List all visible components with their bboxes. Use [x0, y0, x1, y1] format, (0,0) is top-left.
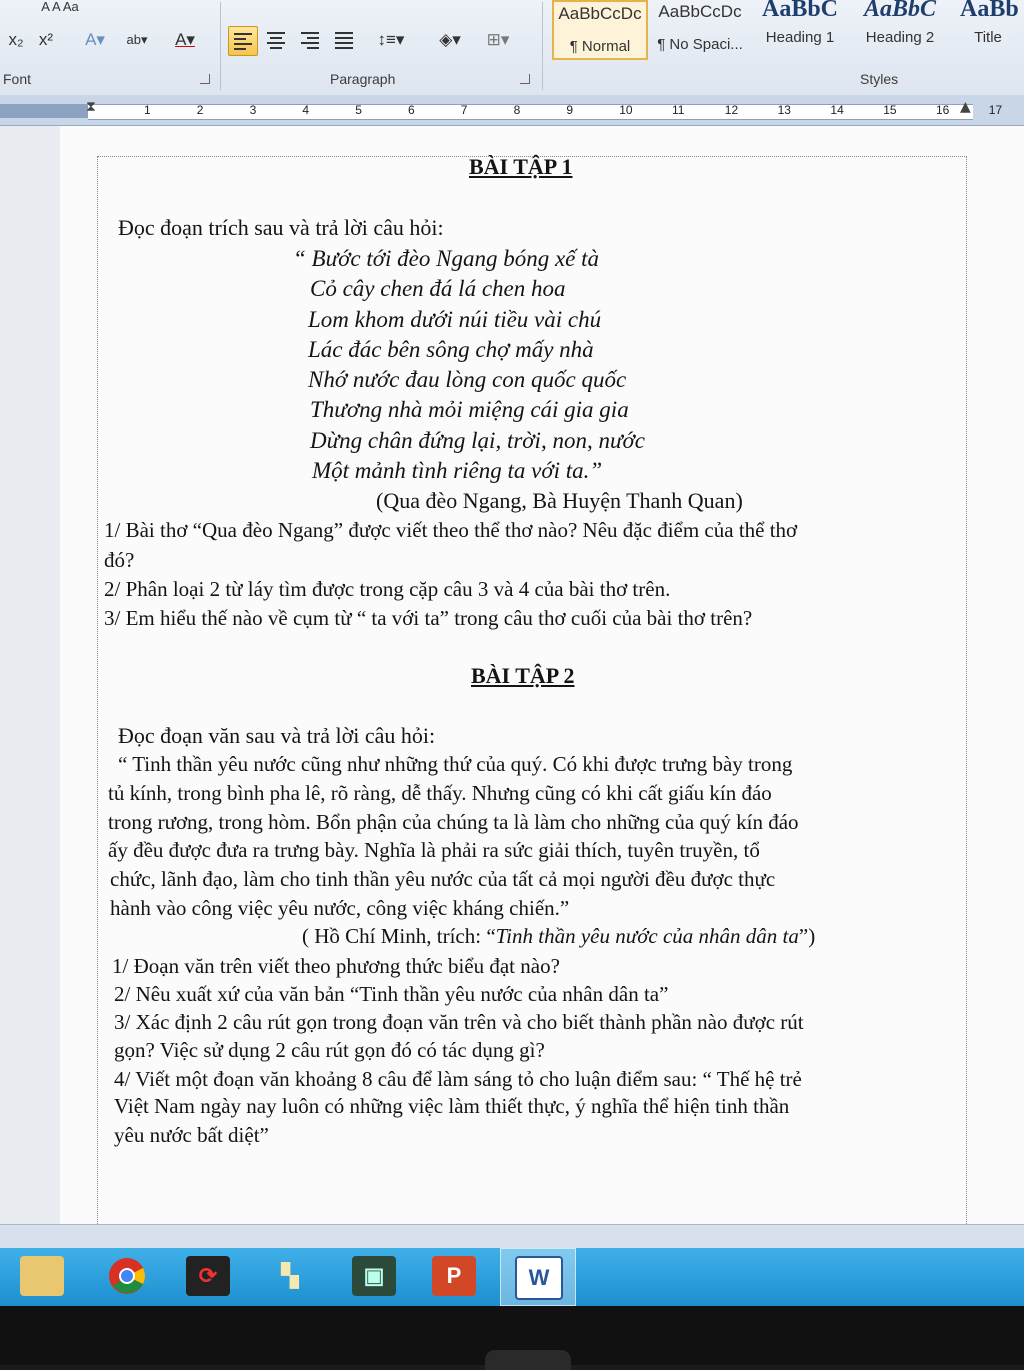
monitor-bezel — [0, 1306, 1024, 1365]
poem-line: Lác đác bên sông chợ mấy nhà — [308, 337, 594, 362]
ruler-number: 4 — [302, 103, 310, 117]
paragraph-group-label: Paragraph — [330, 71, 396, 87]
ruler-number: 6 — [408, 103, 415, 117]
indent-marker-icon[interactable]: ⧗ — [86, 99, 96, 115]
line-spacing-button[interactable]: ↕≡▾ — [377, 30, 405, 49]
media-app-icon[interactable]: ▣ — [352, 1256, 396, 1296]
font-group-label: Font — [3, 71, 32, 87]
taskbar — [0, 1248, 1024, 1306]
ruler-margin — [0, 104, 88, 118]
monitor-logo — [485, 1350, 571, 1370]
borders-button[interactable]: ⊞▾ — [486, 30, 510, 49]
chrome-logo-icon — [107, 1256, 147, 1296]
font-size-buttons[interactable]: A A Aa — [41, 0, 79, 14]
style-sample: AaBbCcDc — [658, 2, 742, 21]
source-suffix: ”) — [798, 924, 816, 948]
passage-source — [302, 924, 815, 949]
right-indent-marker-icon[interactable]: ▲ — [960, 99, 971, 115]
ruler-number: 11 — [672, 103, 685, 117]
poem-line: Dừng chân đứng lại, trời, non, nước — [310, 428, 645, 453]
question-line: 2/ Nêu xuất xứ của văn bản “Tinh thần yêu nước của nhân dân ta” — [114, 982, 669, 1006]
highlight-icon[interactable]: ab▾ — [126, 32, 148, 47]
exercise-2-heading: BÀI TẬP 2 — [471, 663, 575, 688]
style-sample: AaBbC — [863, 0, 937, 22]
align-right-button[interactable] — [296, 26, 324, 54]
style-sample: AaBbCcDc — [558, 4, 642, 23]
paragraph-dialog-launcher[interactable] — [520, 74, 530, 84]
exercise-2-intro: Đọc đoạn văn sau và trả lời câu hỏi: — [118, 723, 436, 748]
ruler-number: 3 — [249, 103, 257, 117]
justify-icon — [335, 32, 353, 49]
ruler-number: 2 — [196, 103, 204, 117]
align-left-button[interactable] — [228, 26, 258, 56]
ruler-number: 8 — [513, 103, 521, 117]
align-center-icon — [267, 32, 285, 49]
poem-line: Lom khom dưới núi tiều vài chú — [308, 307, 602, 332]
divider — [220, 2, 221, 90]
ruler-number: 17 — [988, 103, 1003, 117]
passage-line: trong rương, trong hòm. Bổn phận của chúng ta là làm cho những của quý kín đáo — [108, 810, 799, 834]
question-line: yêu nước bất diệt” — [114, 1123, 269, 1147]
style-name: Heading 1 — [765, 29, 835, 46]
ruler-number: 9 — [566, 103, 574, 117]
question-line: gọn? Việc sử dụng 2 câu rút gọn đó có tác dụng gì? — [114, 1038, 545, 1062]
source-title: Tinh thần yêu nước của nhân dân ta — [495, 924, 799, 948]
ruler-number: 5 — [355, 103, 362, 117]
question-line: 2/ Phân loại 2 từ láy tìm được trong cặp câu 3 và 4 của bài thơ trên. — [104, 577, 671, 601]
style-no-spacing[interactable] — [652, 0, 748, 60]
word-icon[interactable]: W — [515, 1256, 563, 1300]
style-name: Title — [974, 29, 1002, 46]
ruler-number: 14 — [830, 103, 844, 117]
exercise-1-heading: BÀI TẬP 1 — [469, 154, 573, 179]
passage-line: ấy đều được đưa ra trưng bày. Nghĩa là phải ra sức giải thích, tuyên truyền, tổ — [108, 838, 760, 862]
powerpoint-icon[interactable]: P — [432, 1256, 476, 1296]
subscript-button[interactable]: x₂ — [8, 30, 24, 49]
file-explorer-icon[interactable] — [20, 1256, 64, 1296]
garena-icon[interactable]: ⟳ — [186, 1256, 230, 1296]
justify-button[interactable] — [330, 26, 358, 54]
style-name: ¶ Normal — [569, 38, 631, 55]
ruler-number: 7 — [460, 103, 468, 117]
poem-source: (Qua đèo Ngang, Bà Huyện Thanh Quan) — [376, 488, 743, 513]
align-center-button[interactable] — [262, 26, 290, 54]
align-right-icon — [301, 32, 319, 49]
question-line: 3/ Em hiểu thế nào về cụm từ “ ta với ta” trong câu thơ cuối của bài thơ trên? — [104, 606, 753, 630]
exercise-1-intro: Đọc đoạn trích sau và trả lời câu hỏi: — [118, 215, 444, 240]
ribbon — [0, 0, 1024, 96]
align-left-icon — [234, 33, 252, 50]
style-sample: AaBb — [960, 0, 1019, 22]
ruler-number: 13 — [777, 103, 791, 117]
styles-group-label: Styles — [860, 71, 899, 87]
ruler-number: 12 — [724, 103, 739, 117]
passage-line: tủ kính, trong bình pha lê, rõ ràng, dễ thấy. Nhưng cũng có khi cất giấu kín đáo — [108, 781, 772, 805]
style-sample: AaBbC — [761, 0, 839, 22]
ruler-number: 1 — [144, 103, 151, 117]
question-line: 1/ Đoạn văn trên viết theo phương thức biểu đạt nào? — [112, 954, 560, 978]
poem-line: Một mảnh tình riêng ta với ta.” — [312, 458, 603, 483]
passage-line: “ Tinh thần yêu nước cũng như những thứ của quý. Có khi được trưng bày trong — [118, 752, 793, 776]
text-effects-icon[interactable]: A▾ — [85, 30, 105, 49]
poem-line: Cỏ cây chen đá lá chen hoa — [310, 276, 566, 301]
style-name: ¶ No Spaci... — [657, 36, 743, 53]
document-area — [0, 126, 1024, 1224]
ruler-number: 16 — [936, 103, 950, 117]
divider — [542, 2, 543, 90]
style-heading-1[interactable] — [752, 0, 848, 60]
chrome-icon[interactable] — [105, 1256, 149, 1296]
style-name: Heading 2 — [865, 29, 935, 46]
source-prefix: ( Hồ Chí Minh, trích: “ — [302, 924, 496, 948]
status-bar — [0, 1224, 1024, 1249]
style-heading-2[interactable] — [852, 0, 948, 60]
font-dialog-launcher[interactable] — [200, 74, 210, 84]
poem-line: “ Bước tới đèo Ngang bóng xế tà — [293, 246, 600, 271]
poem-line: Thương nhà mỏi miệng cái gia gia — [310, 397, 629, 422]
app-tiles-icon[interactable]: ▚ — [281, 1263, 299, 1288]
question-line: đó? — [104, 548, 135, 572]
question-line: 3/ Xác định 2 câu rút gọn trong đoạn văn trên và cho biết thành phần nào được rút — [114, 1010, 804, 1034]
horizontal-ruler[interactable] — [0, 95, 1024, 126]
question-line: 1/ Bài thơ “Qua đèo Ngang” được viết theo thể thơ nào? Nêu đặc điểm của thể thơ — [104, 518, 798, 542]
passage-line: hành vào công việc yêu nước, công việc kháng chiến.” — [110, 896, 570, 920]
superscript-button[interactable]: x² — [38, 30, 54, 49]
poem-line: Nhớ nước đau lòng con quốc quốc — [308, 367, 627, 392]
question-line: Việt Nam ngày nay luôn có những việc làm thiết thực, ý nghĩa thể hiện tinh thần — [114, 1094, 790, 1118]
ruler-number: 15 — [883, 103, 897, 117]
font-color-icon[interactable]: A▾ — [175, 30, 195, 49]
ruler-number: 10 — [619, 103, 633, 117]
passage-line: chức, lãnh đạo, làm cho tinh thần yêu nước của tất cả mọi người đều được thực — [110, 867, 776, 891]
style-title[interactable] — [952, 0, 1024, 60]
style-normal[interactable] — [552, 0, 648, 60]
question-line: 4/ Viết một đoạn văn khoảng 8 câu để làm sáng tỏ cho luận điểm sau: “ Thế hệ trẻ — [114, 1067, 802, 1091]
shading-button[interactable]: ◈▾ — [439, 30, 461, 49]
